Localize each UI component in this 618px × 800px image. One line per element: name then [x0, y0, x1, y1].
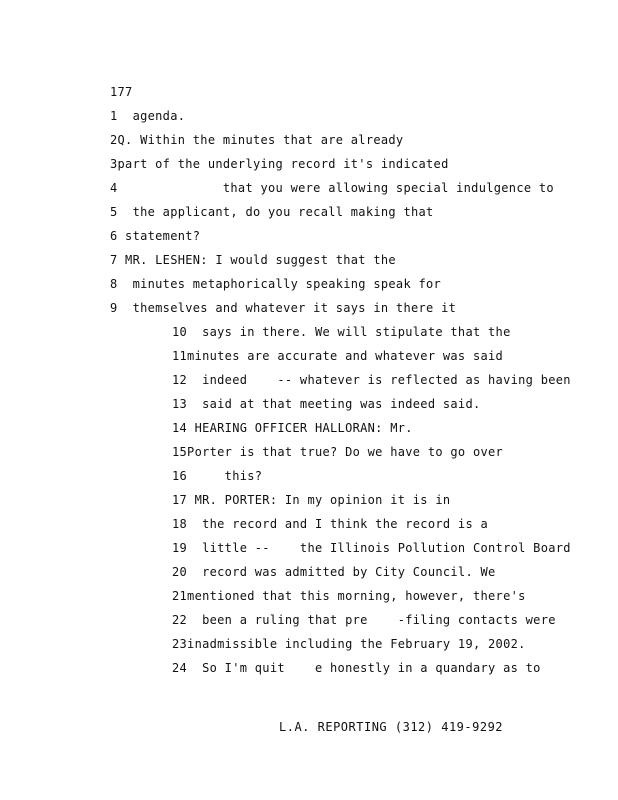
transcript-line-11: 11minutes are accurate and whatever was said — [172, 349, 504, 363]
transcript-line-19: 19 little -- the Illinois Pollution Control Board — [172, 541, 571, 555]
transcript-line-23: 23inadmissible including the February 19, 2002. — [172, 637, 526, 651]
transcript-line-2: 2Q. Within the minutes that are already — [110, 133, 404, 147]
transcript-line-5: 5 the applicant, do you recall making that — [110, 205, 434, 219]
transcript-line-13: 13 said at that meeting was indeed said. — [172, 397, 481, 411]
transcript-line-3: 3part of the underlying record it's indicated — [110, 157, 449, 171]
transcript-line-7: 7 MR. LESHEN: I would suggest that the — [110, 253, 396, 267]
transcript-line-9: 9 themselves and whatever it says in there it — [110, 301, 457, 315]
transcript-line-8: 8 minutes metaphorically speaking speak for — [110, 277, 442, 291]
transcript-line-4: 4 that you were allowing special indulgence to — [110, 181, 554, 195]
transcript-line-12: 12 indeed -- whatever is reflected as having been — [172, 373, 571, 387]
transcript-line-20: 20 record was admitted by City Council. We — [172, 565, 496, 579]
transcript-line-17: 17 MR. PORTER: In my opinion it is in — [172, 493, 451, 507]
reporter-footer: L.A. REPORTING (312) 419-9292 — [279, 720, 504, 734]
transcript-line-22: 22 been a ruling that pre -filing contacts were — [172, 613, 556, 627]
transcript-line-15: 15Porter is that true? Do we have to go over — [172, 445, 504, 459]
transcript-line-1: 1 agenda. — [110, 109, 186, 123]
transcript-line-18: 18 the record and I think the record is a — [172, 517, 489, 531]
page-number: 177 — [110, 85, 133, 99]
transcript-line-24: 24 So I'm quit e honestly in a quandary as to — [172, 661, 541, 675]
transcript-line-14: 14 HEARING OFFICER HALLORAN: Mr. — [172, 421, 413, 435]
transcript-line-10: 10 says in there. We will stipulate that the — [172, 325, 511, 339]
transcript-line-6: 6 statement? — [110, 229, 201, 243]
transcript-line-21: 21mentioned that this morning, however, there's — [172, 589, 526, 603]
transcript-line-16: 16 this? — [172, 469, 263, 483]
